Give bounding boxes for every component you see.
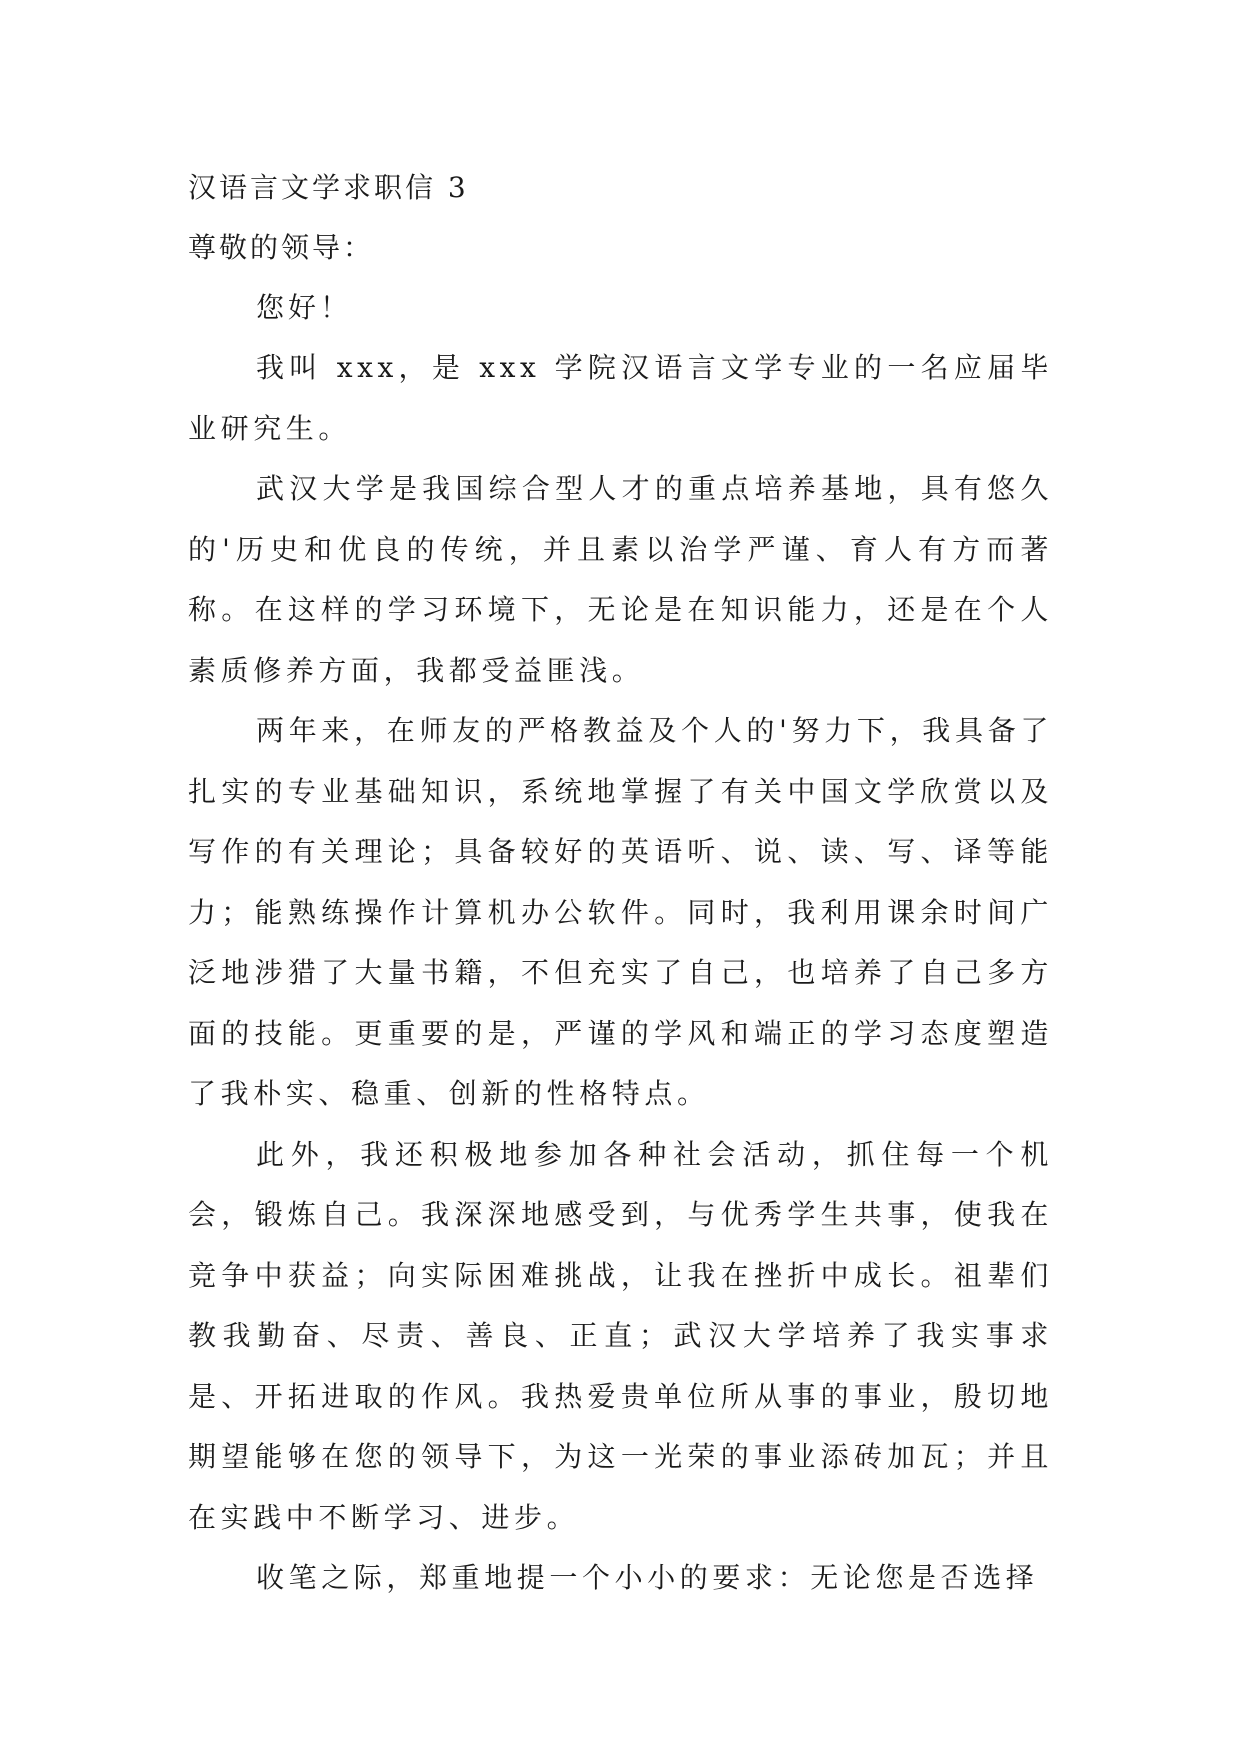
document-title: 汉语言文学求职信 3 bbox=[188, 171, 469, 204]
paragraph-closing: 收笔之际，郑重地提一个小小的要求：无论您是否选择 bbox=[256, 1561, 1039, 1594]
paragraph-activities: 此外，我还积极地参加各种社会活动，抓住每一个机会，锻炼自己。我深深地感受到，与优秀学生共事，使我在竞争中获益；向实际困难挑战，让我在挫折中成长。祖辈们教我勤奋、尽责、善良、正直；武汉大学培养了我实事求是、开拓进取的作风。我热爱贵单位所从事的事业，殷切地期望能够在您的领导下，为这一光荣的事业添砖加瓦；并且在实践中不断学习、进步。 bbox=[188, 1137, 1053, 1534]
greeting: 您好！ bbox=[256, 291, 353, 324]
letter-body bbox=[188, 158, 1053, 1609]
paragraph-intro: 我叫 xxx，是 xxx 学院汉语言文学专业的一名应届毕业研究生。 bbox=[188, 351, 1053, 445]
paragraph-skills: 两年来，在师友的严格教益及个人的'努力下，我具备了扎实的专业基础知识，系统地掌握了有关中国文学欣赏以及写作的有关理论；具备较好的英语听、说、读、写、译等能力；能熟练操作计算机办公软件。同时，我利用课余时间广泛地涉猎了大量书籍，不但充实了自己，也培养了自己多方面的技能。更重要的是，严谨的学风和端正的学习态度塑造了我朴实、稳重、创新的性格特点。 bbox=[188, 714, 1053, 1110]
paragraph-university: 武汉大学是我国综合型人才的重点培养基地，具有悠久的'历史和优良的传统，并且素以治学严谨、育人有方而著称。在这样的学习环境下，无论是在知识能力，还是在个人素质修养方面，我都受益匪浅。 bbox=[188, 472, 1053, 687]
salutation: 尊敬的领导： bbox=[188, 231, 375, 264]
